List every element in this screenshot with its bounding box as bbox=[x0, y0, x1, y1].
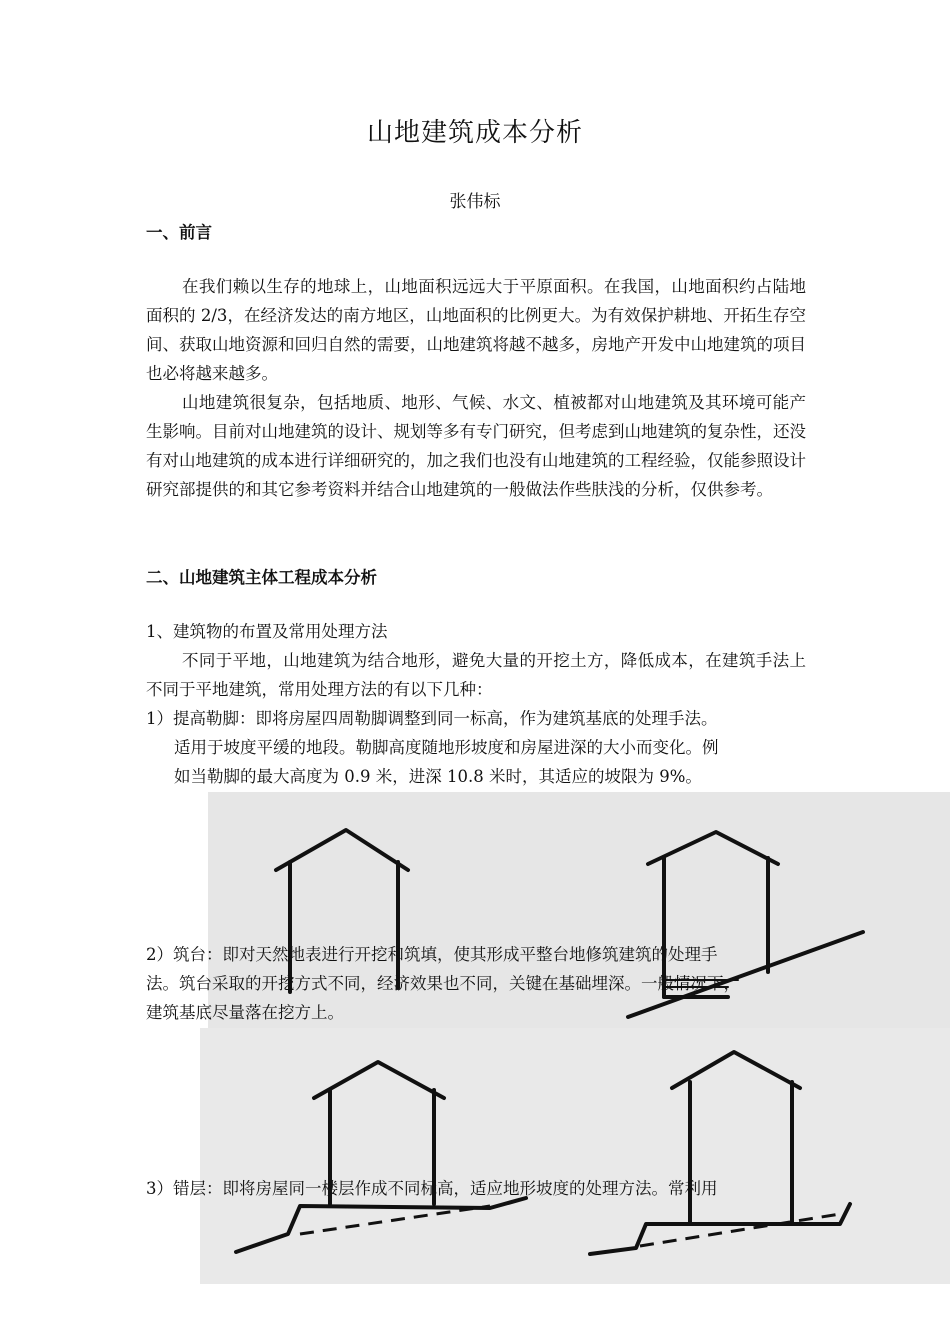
author-name: 张伟标 bbox=[449, 192, 501, 212]
paragraph-preface-2: 山地建筑很复杂，包括地质、地形、气候、水文、植被都对山地建筑及其环境可能产生影响。目前对山地建筑的设计、规划等多有专门研究，但考虑到山地建筑的复杂性，还没有对山地建筑的成本进行详细研究的，加之我们也没有山地建筑的工程经验，仅能参照设计研究部提供的和其它参考资料并结合山地建筑的一般做法作些肤浅的分析，仅供参考。 bbox=[146, 393, 806, 499]
subheading-layout-methods: 1、建筑物的布置及常用处理方法 bbox=[146, 622, 388, 641]
section-heading-cost-analysis: 二、山地建筑主体工程成本分析 bbox=[146, 568, 377, 587]
item-raised-plinth-line2: 适用于坡度平缓的地段。勒脚高度随地形坡度和房屋进深的大小而变化。例 bbox=[174, 738, 719, 757]
item-platform-line1: 2）筑台：即对天然地表进行开挖和筑填，使其形成平整台地修筑建筑的处理手 bbox=[146, 945, 718, 964]
document-title: 山地建筑成本分析 bbox=[366, 118, 583, 148]
item-platform-line3: 建筑基底尽量落在挖方上。 bbox=[146, 1003, 344, 1022]
item-raised-plinth-line1: 1）提高勒脚：即将房屋四周勒脚调整到同一标高，作为建筑基底的处理手法。 bbox=[146, 709, 718, 728]
section-heading-preface: 一、前言 bbox=[146, 223, 212, 242]
paragraph-methods-intro: 不同于平地，山地建筑为结合地形，避免大量的开挖土方，降低成本，在建筑手法上不同于平地建筑，常用处理方法的有以下几种： bbox=[146, 651, 806, 699]
paragraph-preface-1: 在我们赖以生存的地球上，山地面积远远大于平原面积。在我国，山地面积约占陆地面积的 2/3，在经济发达的南方地区，山地面积的比例更大。为有效保护耕地、开拓生存空间、获取山地资源和回归自然的需要，山地建筑将越不越多，房地产开发中山地建筑的项目也必将越来越多。 bbox=[146, 277, 806, 383]
item-raised-plinth-line3: 如当勒脚的最大高度为 0.9 米，进深 10.8 米时，其适应的坡限为 9%。 bbox=[174, 767, 702, 786]
item-split-level-line1: 3）错层：即将房屋同一楼层作成不同标高，适应地形坡度的处理方法。常利用 bbox=[146, 1179, 718, 1198]
platform-figure bbox=[200, 1028, 950, 1284]
item-platform-line2: 法。筑台采取的开挖方式不同，经济效果也不同，关键在基础埋深。一般情况下， bbox=[146, 974, 740, 993]
